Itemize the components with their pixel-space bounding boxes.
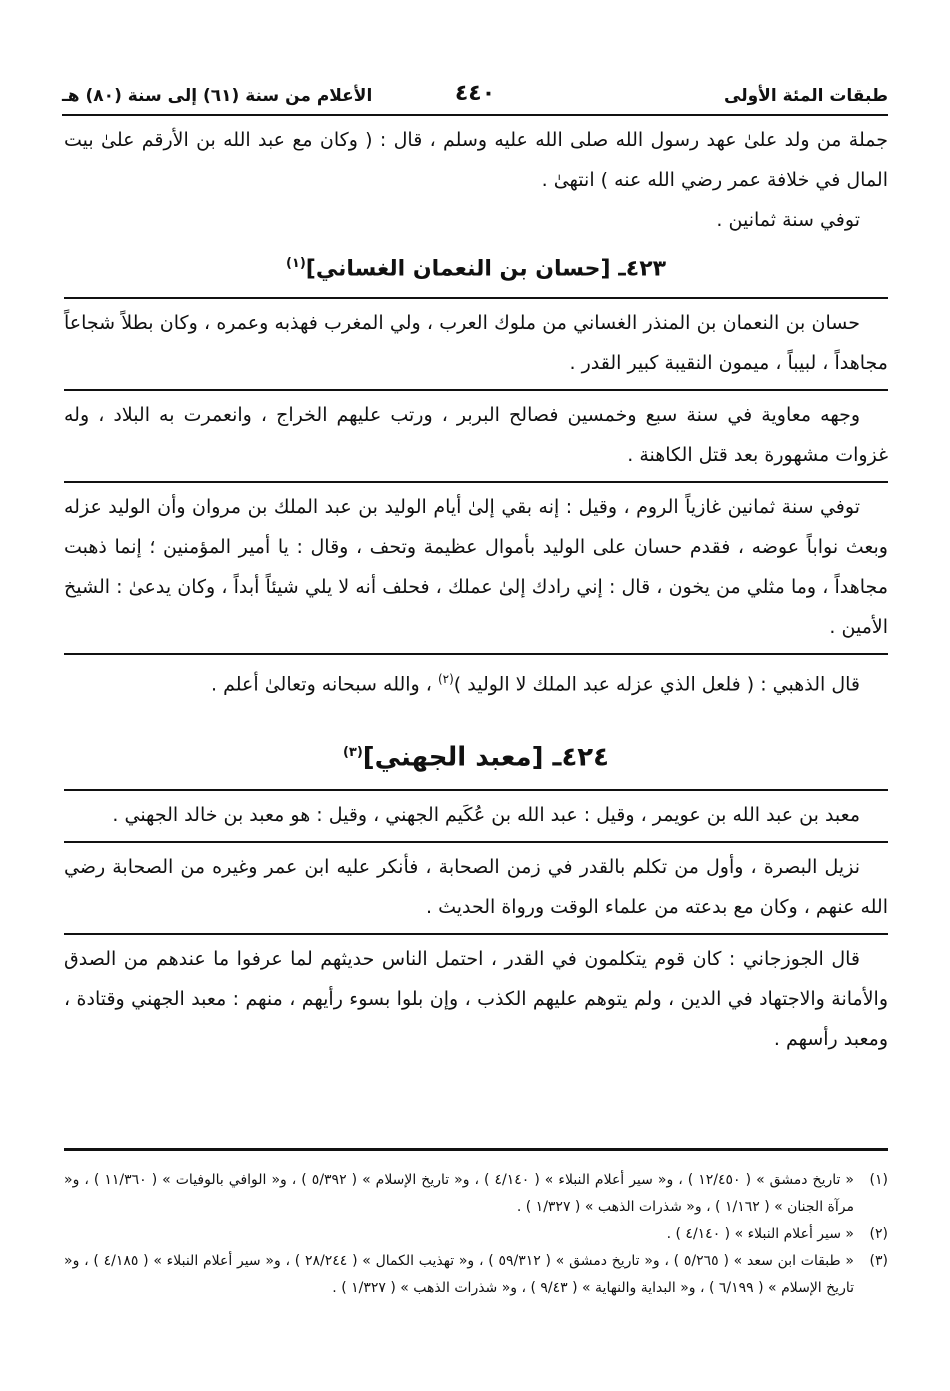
entry-424-paragraph-1: معبد بن عبد الله بن عويمر ، وقيل : عبد الله بن عُكَيم الجهني ، وقيل : هو معبد بن خالد الجهني . (112, 804, 860, 827)
divider (64, 841, 888, 843)
entry-423-footnote-ref: (١) (285, 256, 306, 271)
entry-424-footnote-ref: (٣) (342, 744, 363, 760)
page-number: ٤٤٠ (454, 81, 496, 106)
footnote-text: « سير أعلام النبلاء » ( ٤/١٤٠ ) . (666, 1226, 854, 1242)
dhahabi-quote-end: ، والله سبحانه وتعالىٰ أعلم . (211, 673, 432, 696)
intro-paragraph-1: جملة من ولد علىٰ عهد رسول الله صلى الله عليه وسلم ، قال : ( وكان مع عبد الله بن الأرقم علىٰ بيت المال في خلافة عمر رضي الله عنه ) انتهىٰ . (64, 129, 888, 191)
main-text (64, 120, 888, 1059)
entry-424-paragraph-2: نزيل البصرة ، وأول من تكلم بالقدر في زمن الصحابة ، فأنكر عليه ابن عمر وغيره من الصحابة رضي الله عنهم ، وكان مع بدعته من علماء الوقت ورواة الحديث . (64, 856, 888, 919)
dhahabi-quote: قال الذهبي : ( فلعل الذي عزله عبد الملك لا الوليد ) (453, 673, 860, 696)
footnotes (64, 1148, 888, 1302)
intro-paragraph-2: توفي سنة ثمانين . (716, 209, 860, 231)
footnote-3 (64, 1248, 888, 1302)
divider (64, 389, 888, 391)
footnote-text: « طبقات ابن سعد » ( ٥/٢٦٥ ) ، و« تاريخ دمشق » ( ٥٩/٣١٢ ) ، و« تهذيب الكمال » ( ٢٨/٢٤٤ ) ، و« سير أعلام النبلاء » ( ٤/١٨٥ ) ، و« تاريخ الإسلام » ( ٦/١٩٩ ) ، و« البداية والنهاية » ( ٩/٤٣ ) ، و« شذرات الذهب » ( ١/٣٢٧ ) . (64, 1253, 854, 1296)
divider (64, 789, 888, 791)
footnote-ref-2: (٢) (437, 672, 454, 687)
divider (64, 481, 888, 483)
entry-423-paragraph-2: وجهه معاوية في سنة سبع وخمسين فصالح البربر ، ورتب عليهم الخراج ، وانعمرت به البلاد ، وله غزوات مشهورة بعد قتل الكاهنة . (64, 404, 888, 467)
entry-423-paragraph-1: حسان بن النعمان بن المنذر الغساني من ملوك العرب ، ولي المغرب فهذبه وعمره ، وكان بطلاً شجاعاً مجاهداً ، لبيباً ، ميمون النقيبة كبير القدر . (64, 312, 888, 375)
entry-424-title-text: ٤٢٤ـ [معبد الجهني] (362, 742, 610, 773)
book-title: طبقات المئة الأولى (724, 86, 888, 106)
footnote-number: (٢) (869, 1226, 888, 1242)
footnote-2 (64, 1221, 888, 1248)
divider (64, 297, 888, 299)
footnote-number: (١) (869, 1172, 888, 1188)
entry-424-title (64, 727, 888, 784)
entry-423-title-text: ٤٢٣ـ [حسان بن النعمان الغساني] (305, 256, 667, 282)
divider (64, 653, 888, 655)
entry-423-paragraph-3: توفي سنة ثمانين غازياً الروم ، وقيل : إنه بقي إلىٰ أيام الوليد بن عبد الملك بن مروان وأن الوليد عزله وبعث نواباً عوضه ، فقدم حسان على الوليد بأموال عظيمة وتحف ، وقال : يا أمير المؤمنين ؛ إنما ذهبت مجاهداً ، وما مثلي من يخون ، قال : إني رادك إلىٰ عملك ، فحلف أنه لا يلي شيئاً أبداً ، وكان يدعىٰ : الشيخ الأمين . (64, 496, 888, 639)
footnote-1 (64, 1167, 888, 1221)
entry-424-paragraph-3: قال الجوزجاني : كان قوم يتكلمون في القدر ، احتمل الناس حديثهم لما عرفوا ما عندهم من الصدق والأمانة والاجتهاد في الدين ، ولم يتوهم عليهم الكذب ، وإن بلوا بسوء رأيهم ، منهم : معبد الجهني وقتادة ، ومعبد رأسهم . (64, 948, 888, 1051)
entry-423-title (64, 242, 888, 291)
section-range: الأعلام من سنة (٦١) إلى سنة (٨٠) هـ (62, 86, 373, 106)
divider (64, 933, 888, 935)
entry-423-paragraph-4 (64, 659, 888, 704)
running-header (62, 70, 888, 116)
footnote-number: (٣) (869, 1253, 888, 1269)
footnote-text: « تاريخ دمشق » ( ١٢/٤٥٠ ) ، و« سير أعلام النبلاء » ( ٤/١٤٠ ) ، و« تاريخ الإسلام » ( ٥/٣٩٢ ) ، و« الوافي بالوفيات » ( ١١/٣٦٠ ) ، و« مرآة الجنان » ( ١/١٦٢ ) ، و« شذرات الذهب » ( ١/٣٢٧ ) . (64, 1172, 854, 1215)
